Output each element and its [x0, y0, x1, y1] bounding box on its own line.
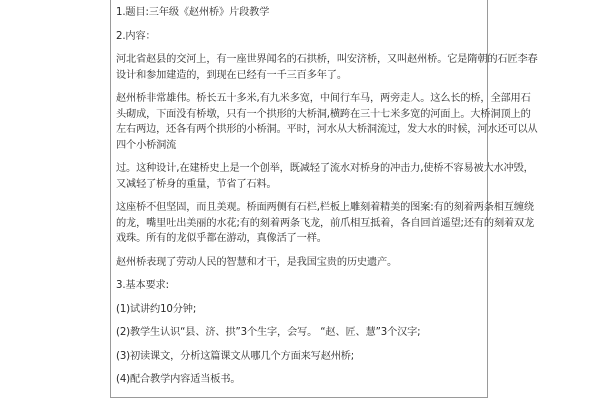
text-line: 左右两边，还各有两个拱形的小桥洞。平时，河水从大桥洞流过，发大水的时候，河水还可以从	[116, 124, 538, 135]
paragraph-5	[116, 255, 484, 271]
text-line: 2.内容：	[116, 30, 156, 42]
text-line: (2)教学生认识“县、济、拱”3个生字，会写。 “赵、匠、慧”3个汉字;	[116, 327, 421, 338]
text-line: (3)初读课文，分析这篇课文从哪几个方面来写赵州桥;	[116, 350, 355, 362]
paragraph-requirements-heading	[116, 278, 484, 294]
text-line: 赵州桥表现了劳动人民的智慧和才干，是我国宝贵的历史遗产。	[116, 256, 398, 268]
paragraph-1	[116, 52, 538, 83]
text-line: (4)配合教学内容适当板书。	[116, 374, 241, 385]
paragraph-2	[116, 91, 538, 153]
document-page	[110, 0, 538, 398]
text-line: 的龙，嘴里吐出美丽的水花;有的刻着两条飞龙，前爪相互抵着，各自回首遥望;还有的刻着双龙	[116, 217, 535, 229]
text-line: 赵州桥非常雄伟。桥长五十多米,有九米多宽，中间行车马，两旁走人。这么长的桥，全部用石	[116, 93, 531, 104]
paragraph-4	[116, 200, 535, 247]
text-line: 1.题目:三年级《赵州桥》片段教学	[116, 7, 270, 18]
text-line: 过。这种设计,在建桥史上是一个创举，既减轻了流水对桥身的冲击力,使桥不容易被大水冲毁，	[116, 163, 534, 174]
text-line: 戏珠。所有的龙似乎都在游动，真像活了一样。	[116, 233, 327, 244]
paragraph-3	[116, 161, 534, 192]
requirement-3	[116, 349, 484, 365]
paragraph-title	[116, 5, 484, 21]
requirement-2	[116, 325, 484, 341]
text-line: 头砌成，下面没有桥墩，只有一个拱形的大桥洞,横跨在三十七米多宽的河面上。大桥洞顶上的	[116, 108, 531, 120]
paragraph-content-heading	[116, 29, 484, 45]
text-line: 设计和参加建造的，到现在已经有一千三百多年了。	[116, 69, 347, 81]
text-line: 又减轻了桥身的重量，节省了石料。	[116, 178, 277, 190]
text-line: 河北省赵县的交河上，有一座世界闻名的石拱桥，叫安济桥，又叫赵州桥。它是隋朝的石匠李春	[116, 54, 538, 65]
text-line: 3.基本要求:	[116, 280, 169, 291]
requirement-4	[116, 372, 484, 388]
requirement-1	[116, 302, 484, 318]
text-line: (1)试讲约10分钟;	[116, 303, 197, 315]
text-line: 四个小桥洞流	[116, 139, 177, 151]
text-line: 这座桥不但坚固，而且美观。桥面两侧有石栏,栏板上雕刻着精美的图案:有的刻着两条相互缠绕	[116, 202, 534, 213]
